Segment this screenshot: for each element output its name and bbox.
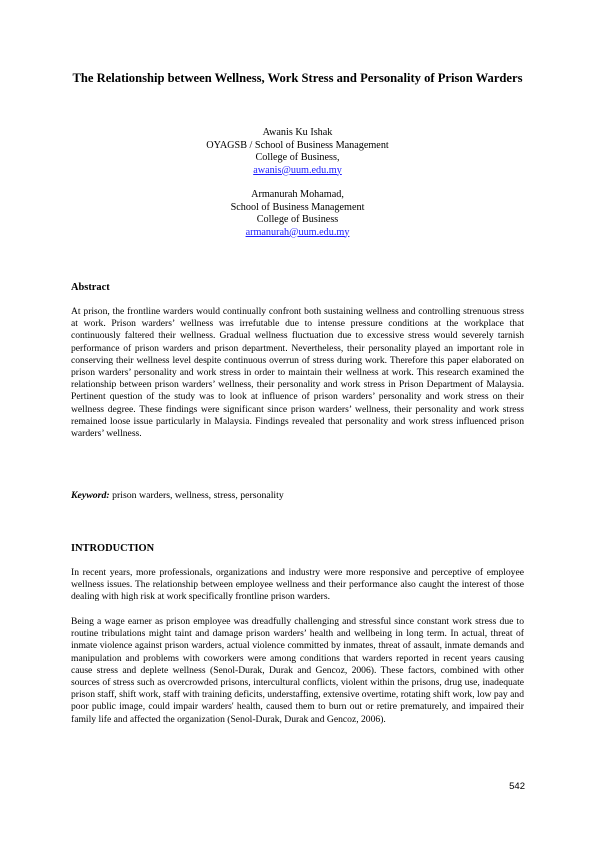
- author-affiliation: School of Business Management: [230, 201, 365, 213]
- author-affiliation: OYAGSB / School of Business Management: [206, 139, 389, 151]
- page-number: 542: [509, 781, 525, 792]
- author-name: Armanurah Mohamad,: [251, 189, 344, 200]
- author-name: Awanis Ku Ishak: [262, 127, 333, 138]
- author-affiliation: College of Business: [256, 214, 339, 225]
- keyword-label: Keyword:: [71, 490, 110, 501]
- introduction-paragraph: In recent years, more professionals, organizations and industry were more responsive and perceptive of employee wellness issues. The relationship between employee wellness and their performance also caught the interest of those dealing with high risk at work specifically frontline prison warders.: [71, 567, 524, 603]
- keyword-list: prison warders, wellness, stress, personality: [109, 490, 284, 501]
- author-email-link[interactable]: armanurah@uum.edu.my: [245, 226, 350, 238]
- author-email-link[interactable]: awanis@uum.edu.my: [253, 164, 342, 176]
- introduction-paragraph: Being a wage earner as prison employee was dreadfully challenging and stressful since constant work stress due to routine tribulations might taint and damage prison warders’ health and wellbeing in long term. In actual, threat of inmate violence against prison warders, actual violence committed by inmates, threat of assault, inmate demands and manipulation and problems with coworkers were among conditions that warders reported in recent years causing cause stress and deplete wellness (Senol-Durak, Durak and Gencoz, 2006). These factors, combined with other sources of stress such as overcrowded prisons, intercultural conflicts, violent within the prisons, drug use, inadequate prison staff, shift work, staff with training deficits, understaffing, extensive overtime, rotating shift work, low pay and poor public image, could impair warders' health, caused them to burn out or retire prematurely, and impaired their family life and affected the organization (Senol-Durak, Durak and Gencoz, 2006).: [71, 616, 524, 725]
- author-block: [100, 127, 495, 239]
- keyword-line: [71, 490, 524, 502]
- abstract-text: At prison, the frontline warders would continually confront both sustaining wellness and controlling strenuous stress at work. Prison warders’ wellness was irrefutable due to intense pressure conditions at the workplace that continuously faltered their wellness. Gradual wellness fluctuation due to excessive stress would severely tarnish performance of prison warders and prison department. Nevertheless, their personality played an important role in conserving their wellness level despite continuous overrun of stress during work. Therefore this paper elaborated on prison warders’ personality and work stress in order to maintain their wellness at work. This research examined the relationship between prison warders’ wellness, their personality and work stress in Prison Department of Malaysia. Pertinent question of the study was to look at influence of prison warders’ personality and work stress on their wellness degree. These findings were significant since prison warders’ wellness, their personality and work stress remained loose issue particularly in Malaysia. Findings revealed that personality and work stress influenced prison warders’ wellness.: [71, 306, 524, 440]
- paper-title: The Relationship between Wellness, Work Stress and Personality of Prison Warders: [72, 71, 523, 85]
- abstract-heading: Abstract: [71, 282, 110, 293]
- author-affiliation: College of Business,: [255, 152, 340, 163]
- introduction-heading: INTRODUCTION: [71, 543, 155, 554]
